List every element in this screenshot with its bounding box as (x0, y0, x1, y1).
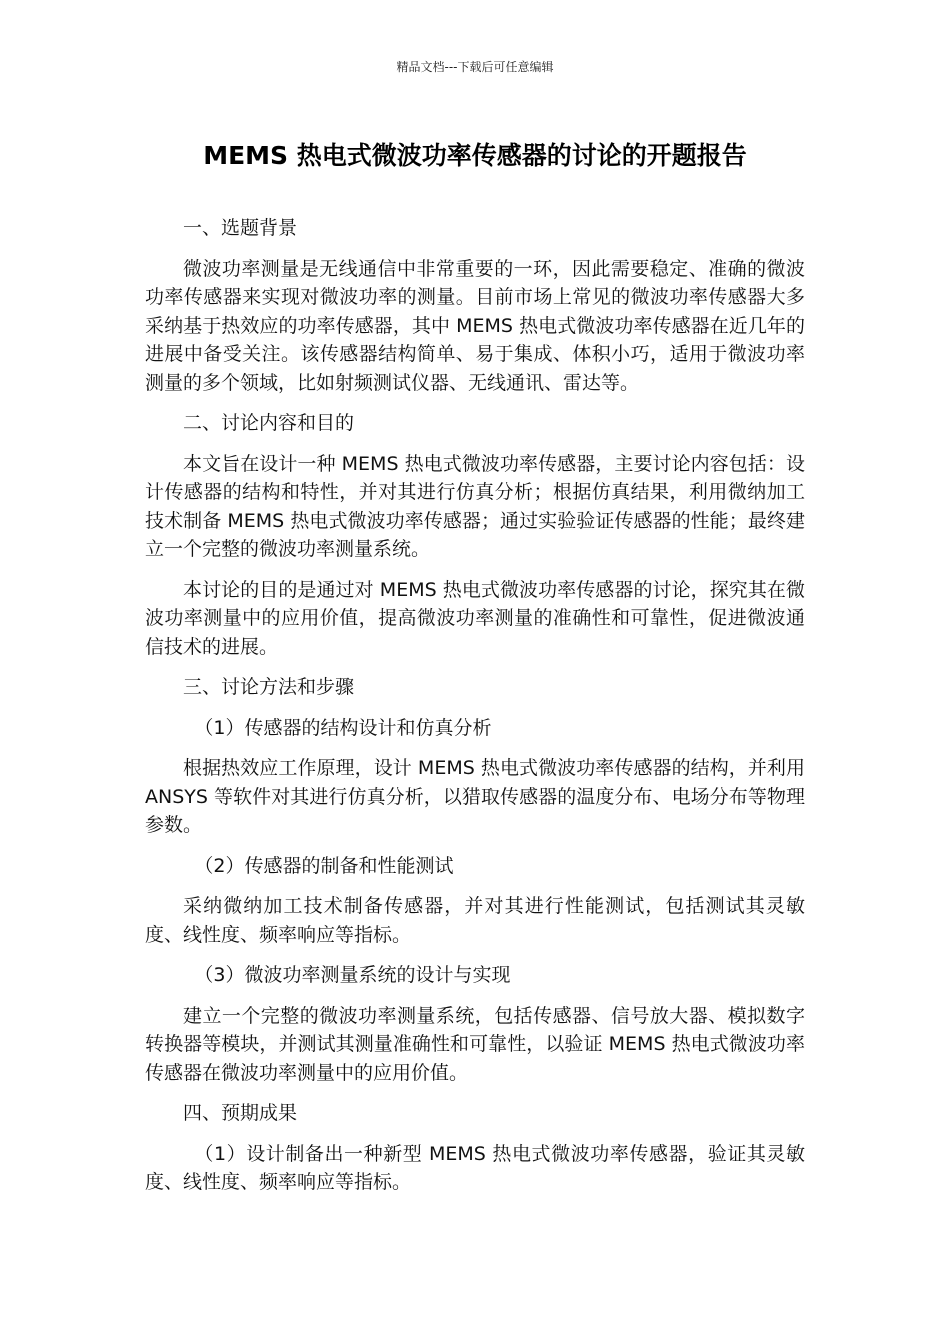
paragraph-method-3: 建立一个完整的微波功率测量系统，包括传感器、信号放大器、模拟数字转换器等模块，并测试其测量准确性和可靠性，以验证 MEMS 热电式微波功率传感器在微波功率测量中的应用价值。 (145, 1004, 805, 1084)
paragraph-method-1: 根据热效应工作原理，设计 MEMS 热电式微波功率传感器的结构，并利用 ANSYS 等软件对其进行仿真分析，以猎取传感器的温度分布、电场分布等物理参数。 (145, 757, 805, 836)
subheading-method-2: （2）传感器的制备和性能测试 (194, 854, 454, 877)
subheading-method-3: （3）微波功率测量系统的设计与实现 (194, 964, 511, 986)
header-note: 精品文档---下载后可任意编辑 (396, 60, 554, 74)
document-body (145, 214, 805, 1209)
paragraph-background: 微波功率测量是无线通信中非常重要的一环，因此需要稳定、准确的微波功率传感器来实现对微波功率的测量。目前市场上常见的微波功率传感器大多采纳基于热效应的功率传感器，其中 MEMS 热电式微波功率传感器在近几年的进展中备受关注。该传感器结构简单、易于集成、体积小巧，适用于微波功率测量的多个领域，比如射频测试仪器、无线通讯、雷达等。 (145, 257, 805, 394)
section-heading-background: 一、选题背景 (183, 217, 298, 239)
section-heading-content: 二、讨论内容和目的 (183, 412, 355, 434)
paragraph-outcome-1: （1）设计制备出一种新型 MEMS 热电式微波功率传感器，验证其灵敏度、线性度、频率响应等指标。 (145, 1142, 805, 1193)
paragraph-content-1: 本文旨在设计一种 MEMS 热电式微波功率传感器，主要讨论内容包括：设计传感器的结构和特性，并对其进行仿真分析；根据仿真结果，利用微纳加工技术制备 MEMS 热电式微波功率传感器；通过实验验证传感器的性能；最终建立一个完整的微波功率测量系统。 (145, 452, 805, 560)
paragraph-method-2: 采纳微纳加工技术制备传感器，并对其进行性能测试，包括测试其灵敏度、线性度、频率响应等指标。 (145, 895, 805, 946)
document-title: MEMS 热电式微波功率传感器的讨论的开题报告 (203, 141, 747, 170)
paragraph-content-2: 本讨论的目的是通过对 MEMS 热电式微波功率传感器的讨论，探究其在微波功率测量中的应用价值，提高微波功率测量的准确性和可靠性，促进微波通信技术的进展。 (145, 578, 805, 658)
section-heading-outcomes: 四、预期成果 (183, 1102, 298, 1124)
subheading-method-1: （1）传感器的结构设计和仿真分析 (194, 716, 492, 739)
section-heading-methods: 三、讨论方法和步骤 (183, 676, 355, 698)
